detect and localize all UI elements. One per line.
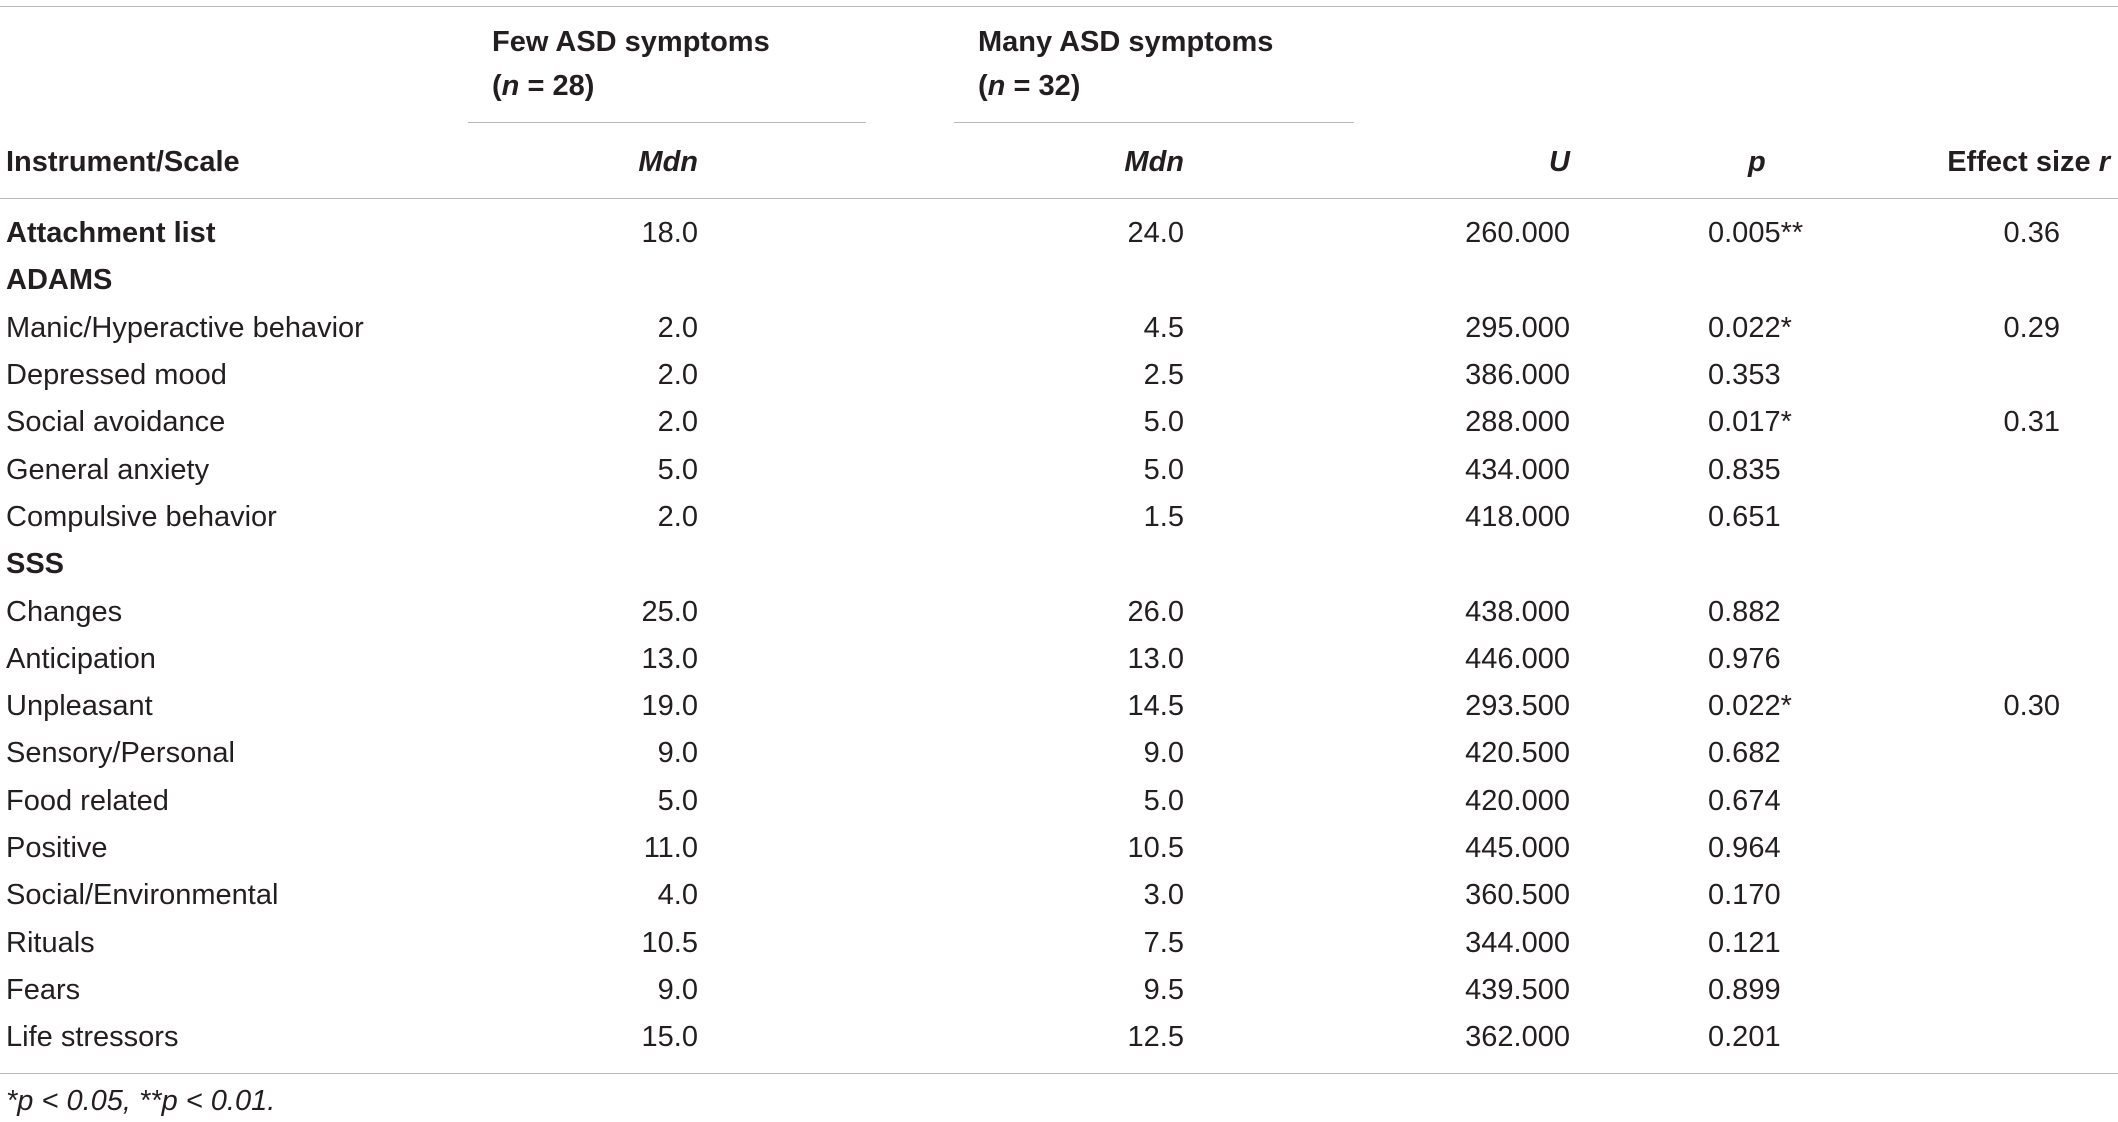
group-many-n-label: n [987,70,1006,102]
table-row [0,830,2118,866]
row-u: 446.000 [1465,643,1570,675]
row-mdn-few: 13.0 [641,643,698,675]
group-many-n-value: = 32 [1013,70,1071,102]
table-row [0,594,2118,630]
group-few-title: Few ASD symptoms [492,26,770,58]
row-label: ADAMS [6,264,113,296]
row-p: 0.682 [1708,737,1781,769]
table-row [0,972,2118,1008]
col-header-mdn-many: Mdn [1124,146,1184,178]
row-u: 386.000 [1465,359,1570,391]
table-row [0,688,2118,724]
table-row [0,1019,2118,1055]
row-p: 0.201 [1708,1021,1781,1053]
row-label: Changes [6,596,123,628]
row-mdn-many: 5.0 [1143,785,1184,817]
col-header-mdn-few: Mdn [638,146,698,178]
row-label: General anxiety [6,454,210,486]
row-p: 0.651 [1708,501,1781,533]
col-header-effect [1860,144,2110,180]
row-mdn-many: 3.0 [1143,879,1184,911]
row-u: 439.500 [1465,974,1570,1006]
row-mdn-many: 5.0 [1143,406,1184,438]
group-many-underline [954,122,1354,123]
row-mdn-few: 5.0 [657,785,698,817]
row-p: 0.353 [1708,359,1781,391]
row-u: 434.000 [1465,454,1570,486]
row-label: Fears [6,974,81,1006]
row-label: Rituals [6,927,95,959]
col-header-effect-var: r [2098,146,2110,178]
table-row [0,546,2118,582]
group-many-n: (n = 32) [978,70,1081,102]
row-mdn-few: 10.5 [641,927,698,959]
row-mdn-few: 11.0 [643,832,698,864]
table-bottom-rule [0,1073,2118,1074]
col-header-p: p [1748,146,1766,178]
row-mdn-many: 13.0 [1127,643,1184,675]
row-mdn-many: 1.5 [1143,501,1184,533]
row-mdn-many: 24.0 [1127,217,1184,249]
table-top-rule [0,6,2118,7]
row-mdn-few: 18.0 [641,217,698,249]
row-mdn-few: 15.0 [641,1021,698,1053]
group-header-many [978,20,1273,108]
row-mdn-many: 9.0 [1143,737,1184,769]
row-mdn-many: 14.5 [1127,690,1184,722]
group-header-few [492,20,770,108]
row-p: 0.022* [1708,312,1792,344]
row-u: 418.000 [1465,501,1570,533]
row-p: 0.121 [1708,927,1781,959]
group-few-n-label: n [501,70,520,102]
row-effect-r: 0.29 [2003,312,2060,344]
table-row [0,404,2118,440]
row-label: Compulsive behavior [6,501,277,533]
row-u: 288.000 [1465,406,1570,438]
row-label: Positive [6,832,108,864]
row-u: 295.000 [1465,312,1570,344]
row-effect-r: 0.30 [2003,690,2060,722]
row-mdn-few: 4.0 [657,879,698,911]
row-effect-r: 0.36 [2003,217,2060,249]
row-mdn-many: 26.0 [1127,596,1184,628]
row-p: 0.674 [1708,785,1781,817]
row-label: Sensory/Personal [6,737,235,769]
col-header-u: U [1549,146,1570,178]
row-u: 445.000 [1465,832,1570,864]
table-row [0,262,2118,298]
row-label: Food related [6,785,169,817]
table-row [0,215,2118,251]
row-p: 0.017* [1708,406,1792,438]
row-label: Manic/Hyperactive behavior [6,312,364,344]
row-mdn-many: 7.5 [1143,927,1184,959]
row-label: Unpleasant [6,690,153,722]
row-mdn-few: 2.0 [657,501,698,533]
table-row [0,357,2118,393]
row-mdn-few: 25.0 [641,596,698,628]
row-u: 420.000 [1465,785,1570,817]
row-p: 0.882 [1708,596,1781,628]
row-p: 0.899 [1708,974,1781,1006]
table-footnote: *p < 0.05, **p < 0.01. [6,1085,276,1117]
row-label: Attachment list [6,217,216,249]
row-u: 438.000 [1465,596,1570,628]
row-mdn-many: 2.5 [1143,359,1184,391]
table-row [0,641,2118,677]
row-u: 420.500 [1465,737,1570,769]
row-p: 0.170 [1708,879,1781,911]
row-u: 360.500 [1465,879,1570,911]
table-row [0,452,2118,488]
row-p: 0.022* [1708,690,1792,722]
row-label: Social/Environmental [6,879,279,911]
row-effect-r: 0.31 [2003,406,2060,438]
col-header-instrument: Instrument/Scale [6,146,240,178]
table-row [0,783,2118,819]
row-mdn-many: 10.5 [1127,832,1184,864]
table-row [0,925,2118,961]
row-mdn-many: 12.5 [1127,1021,1184,1053]
row-mdn-few: 5.0 [657,454,698,486]
row-u: 344.000 [1465,927,1570,959]
row-u: 362.000 [1465,1021,1570,1053]
row-mdn-few: 19.0 [641,690,698,722]
row-mdn-few: 2.0 [657,406,698,438]
table-row [0,499,2118,535]
row-p: 0.964 [1708,832,1781,864]
row-mdn-few: 2.0 [657,359,698,391]
header-bottom-rule [0,198,2118,199]
group-few-underline [468,122,866,123]
row-p: 0.976 [1708,643,1781,675]
row-u: 293.500 [1465,690,1570,722]
row-label: SSS [6,548,65,580]
row-label: Depressed mood [6,359,227,391]
row-p: 0.005** [1708,217,1804,249]
col-header-effect-prefix: Effect size [1947,146,2091,178]
group-few-n: (n = 28) [492,70,595,102]
row-label: Anticipation [6,643,156,675]
group-many-title: Many ASD symptoms [978,26,1274,58]
row-mdn-few: 9.0 [657,737,698,769]
table-row [0,877,2118,913]
row-mdn-many: 4.5 [1143,312,1184,344]
row-mdn-many: 5.0 [1143,454,1184,486]
row-mdn-few: 2.0 [657,312,698,344]
row-mdn-many: 9.5 [1143,974,1184,1006]
row-label: Life stressors [6,1021,179,1053]
row-mdn-few: 9.0 [657,974,698,1006]
row-label: Social avoidance [6,406,226,438]
row-u: 260.000 [1465,217,1570,249]
table-row [0,735,2118,771]
group-few-n-value: = 28 [527,70,585,102]
table-row [0,310,2118,346]
row-p: 0.835 [1708,454,1781,486]
